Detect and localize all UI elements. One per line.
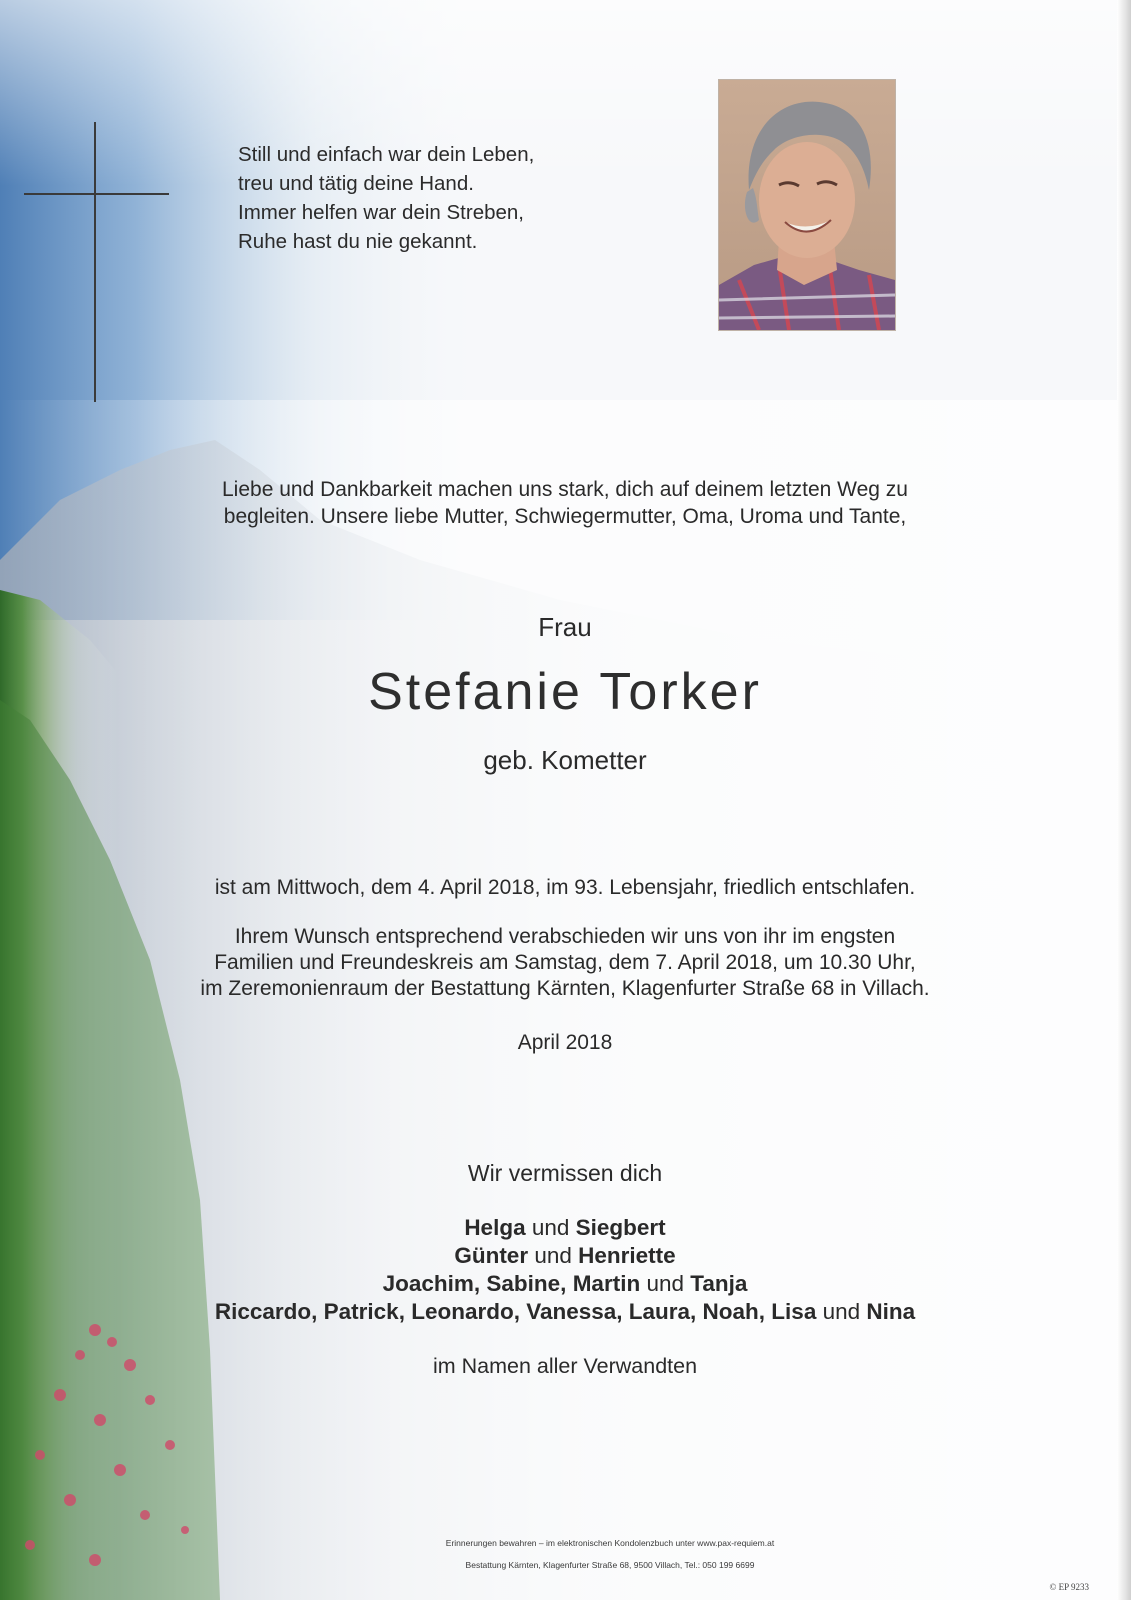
- mourners-line: [150, 1270, 980, 1298]
- mourner-names: Siegbert: [575, 1215, 666, 1240]
- conjunction: und: [528, 1243, 579, 1268]
- poem-line: Immer helfen war dein Streben,: [238, 201, 524, 224]
- mourner-names: Joachim, Sabine, Martin: [382, 1271, 641, 1296]
- maiden-name: geb. Kometter: [483, 745, 647, 775]
- mourner-names: Helga: [464, 1215, 526, 1240]
- intro-line: begleiten. Unsere liebe Mutter, Schwiegermutter, Oma, Uroma und Tante,: [223, 505, 907, 528]
- footer-address: Bestattung Kärnten, Klagenfurter Straße 68, 9500 Villach, Tel.: 050 199 6699: [465, 1560, 755, 1570]
- poem: [238, 140, 534, 256]
- mourner-names: Henriette: [578, 1243, 676, 1268]
- poem-line: Still und einfach war dein Leben,: [238, 143, 535, 166]
- mourners-line: [150, 1242, 980, 1270]
- deceased-name: Stefanie Torker: [368, 663, 762, 721]
- conjunction: und: [525, 1215, 576, 1240]
- print-code: © EP 9233: [1049, 1582, 1089, 1592]
- death-notice: ist am Mittwoch, dem 4. April 2018, im 93. Lebensjahr, friedlich entschlafen.: [214, 876, 916, 899]
- intro-line: Liebe und Dankbarkeit machen uns stark, dich auf deinem letzten Weg zu: [221, 478, 908, 501]
- poem-line: Ruhe hast du nie gekannt.: [238, 230, 478, 253]
- cross-icon: [94, 122, 96, 402]
- funeral-line: im Zeremonienraum der Bestattung Kärnten, Klagenfurter Straße 68 in Villach.: [200, 977, 930, 1000]
- mourner-names: Riccardo, Patrick, Leonardo, Vanessa, Laura, Noah, Lisa: [214, 1299, 817, 1324]
- funeral-line: Ihrem Wunsch entsprechend verabschieden wir uns von ihr im engsten: [234, 925, 896, 948]
- mourner-names: Tanja: [690, 1271, 748, 1296]
- poem-line: treu und tätig deine Hand.: [238, 172, 474, 195]
- footer-condolence: Erinnerungen bewahren – im elektronischen Kondolenzbuch unter www.pax-requiem.at: [445, 1538, 775, 1548]
- mourner-names: Günter: [454, 1243, 529, 1268]
- conjunction: und: [816, 1299, 867, 1324]
- mourners-line: [150, 1214, 980, 1242]
- miss-you-text: Wir vermissen dich: [467, 1160, 663, 1186]
- salutation: Frau: [538, 612, 592, 642]
- page-edge: [1117, 0, 1131, 1600]
- intro-text: [150, 476, 980, 530]
- mourners-list: [150, 1214, 980, 1326]
- funeral-info: [150, 924, 980, 1002]
- relatives-text: im Namen aller Verwandten: [432, 1354, 698, 1378]
- portrait-photo: [718, 79, 896, 331]
- notice-date: April 2018: [517, 1031, 613, 1054]
- mourners-line: [150, 1298, 980, 1326]
- cross-icon-bar: [24, 193, 169, 195]
- mourner-names: Nina: [866, 1299, 916, 1324]
- funeral-line: Familien und Freundeskreis am Samstag, dem 7. April 2018, um 10.30 Uhr,: [214, 951, 916, 974]
- conjunction: und: [640, 1271, 691, 1296]
